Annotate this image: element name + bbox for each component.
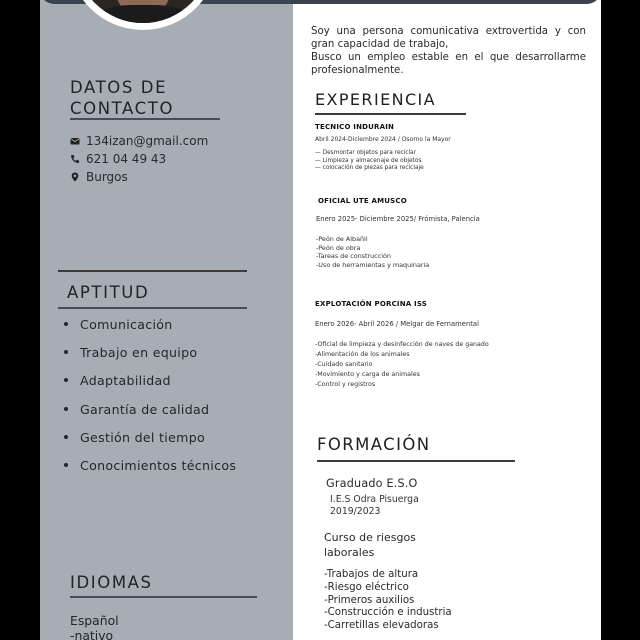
summary-line-1: Soy una persona comunicativa extrovertida y con gran capacidad de trabajo, xyxy=(311,26,586,50)
skill-item: Adaptabilidad xyxy=(64,372,236,400)
resume-page xyxy=(40,0,601,640)
phone-icon xyxy=(70,154,80,164)
job-task: — Limpieza y almacenaje de objetos xyxy=(315,157,422,164)
degree-school: I.E.S Odra Pisuerga xyxy=(330,494,419,505)
summary-line-2: Busco un empleo estable en el que desarrollarme profesionalmente. xyxy=(311,52,586,76)
skills-top-divider xyxy=(58,270,247,272)
job-title: EXPLOTACIÓN PORCINA ISS xyxy=(315,300,428,308)
job-tasks xyxy=(315,340,489,390)
job-task: -Movimiento y carga de animales xyxy=(315,370,420,378)
contact-email[interactable]: 134izan@gmail.com xyxy=(86,134,209,148)
contact-phone[interactable]: 621 04 49 43 xyxy=(86,152,167,166)
skill-item: Comunicación xyxy=(64,316,236,344)
contact-phone-row[interactable] xyxy=(70,151,166,167)
job-task: -Cuidado sanitario xyxy=(315,360,373,368)
job-title: OFICIAL UTE AMUSCO xyxy=(318,197,407,205)
job-task: — Desmontar objetos para reciclar xyxy=(315,150,417,156)
degree-years: 2019/2023 xyxy=(330,506,381,517)
degree-details xyxy=(330,494,419,518)
language-item xyxy=(70,613,119,640)
course-items xyxy=(324,569,452,633)
job-tasks xyxy=(315,150,451,173)
course-item: -Carretillas elevadoras xyxy=(324,620,439,632)
course-item: -Trabajos de altura xyxy=(324,569,419,580)
course-item: -Riesgo eléctrico xyxy=(324,581,409,593)
job-date: Enero 2026- Abril 2026 / Melgar de Fernamental xyxy=(315,320,479,328)
profile-summary xyxy=(311,25,586,77)
course-item: -Primeros auxilios xyxy=(324,594,415,606)
envelope-icon xyxy=(70,136,80,146)
contact-location: Burgos xyxy=(86,170,128,184)
skill-item: Garantía de calidad xyxy=(64,401,236,429)
course-title-line1: Curso de riesgos xyxy=(324,531,416,544)
contact-section-title xyxy=(70,77,174,119)
education-divider xyxy=(317,460,515,462)
experience-title: EXPERIENCIA xyxy=(315,90,436,109)
contact-title-line2: CONTACTO xyxy=(70,99,175,118)
skills-list xyxy=(64,316,236,485)
skill-item: Conocimientos técnicos xyxy=(64,457,236,485)
experience-divider xyxy=(315,113,466,115)
language-name: Español xyxy=(70,613,119,628)
language-level: -nativo xyxy=(70,628,114,640)
job-task: -Control y registros xyxy=(315,380,376,388)
job-entry xyxy=(315,123,451,173)
job-task: — colocación de piezas para reciclaje xyxy=(315,165,424,172)
job-tasks xyxy=(316,235,429,270)
course-item: -Construcción e industria xyxy=(324,607,452,619)
contact-location-row xyxy=(70,169,128,185)
skills-divider xyxy=(58,307,247,309)
course-title xyxy=(324,530,416,560)
course-title-line2: laborales xyxy=(324,546,375,559)
job-task: -Uso de herramientas y maquinaria xyxy=(316,261,430,270)
map-pin-icon xyxy=(70,172,80,182)
skill-item: Gestión del tiempo xyxy=(64,429,236,457)
job-task: -Peón de Albañil xyxy=(316,235,368,243)
job-task: -Oficial de limpieza y desinfección de naves de ganado xyxy=(315,341,489,348)
contact-title-line1: DATOS DE xyxy=(70,78,168,97)
contact-divider xyxy=(70,118,220,120)
job-task: -Peón de obra xyxy=(316,243,361,252)
job-title: TECNICO INDURAIN xyxy=(315,123,395,131)
education-title: FORMACIÓN xyxy=(317,435,431,454)
skill-item: Trabajo en equipo xyxy=(64,344,236,372)
languages-title: IDIOMAS xyxy=(70,573,153,592)
job-date: Enero 2025- Diciembre 2025/ Frómista, Palencia xyxy=(316,215,480,223)
contact-email-row[interactable] xyxy=(70,133,208,149)
job-task: -Alimentación de los animales xyxy=(315,350,410,358)
degree-title: Graduado E.S.O xyxy=(326,477,418,490)
job-task: -Tareas de construcción xyxy=(316,252,391,261)
skills-title: APTITUD xyxy=(67,283,150,302)
job-date: Abril 2024-Diciembre 2024 / Osorno la Mayor xyxy=(315,136,451,143)
job-entry xyxy=(318,197,407,205)
languages-divider xyxy=(70,596,257,598)
job-entry xyxy=(315,300,427,308)
